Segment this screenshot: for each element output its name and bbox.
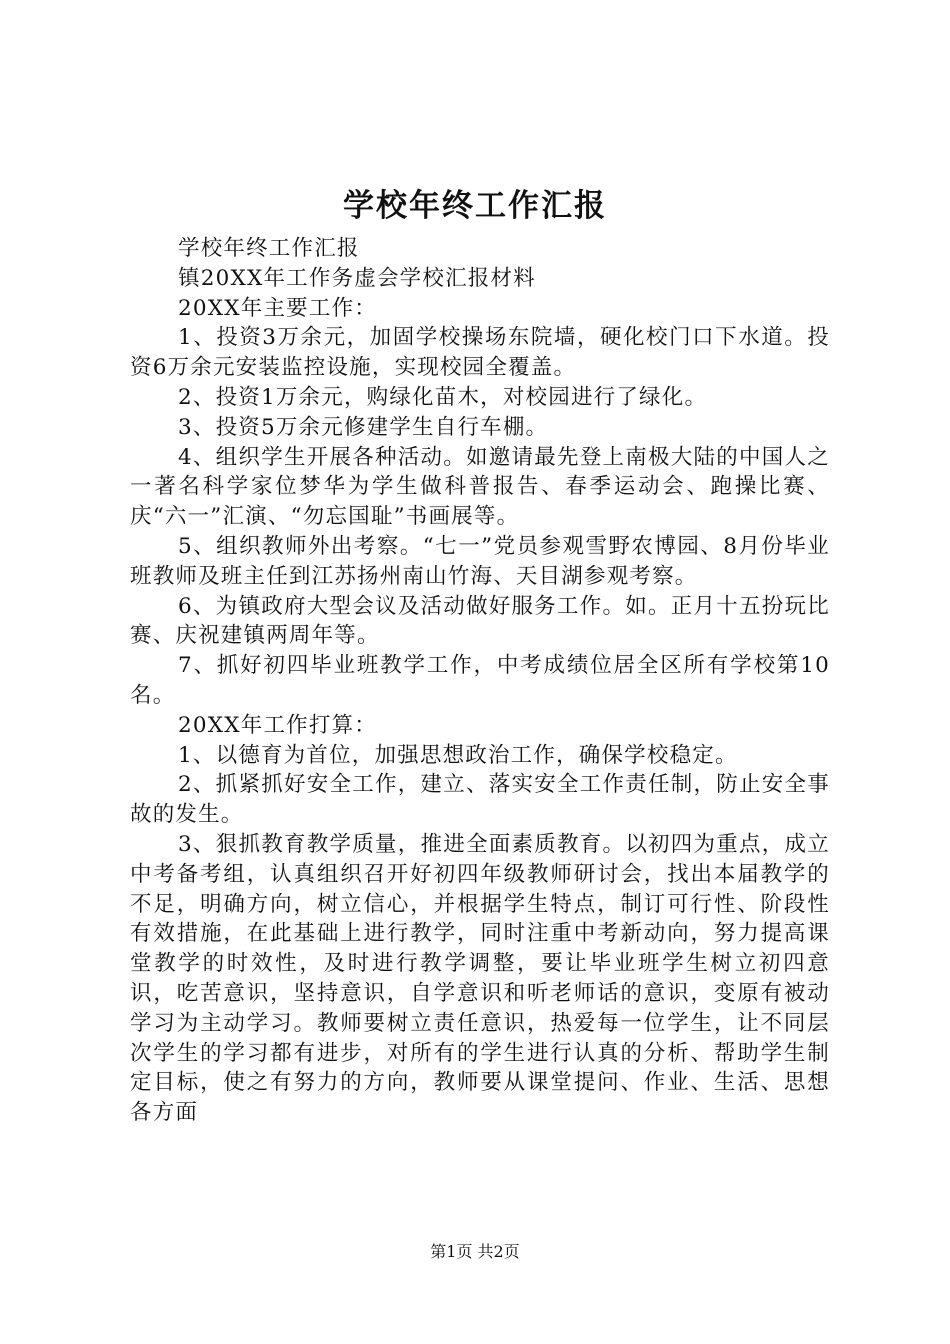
paragraph-item: 2、投资1万余元，购绿化苗木，对校园进行了绿化。 xyxy=(178,384,708,410)
document-title: 学校年终工作汇报 xyxy=(343,188,607,224)
page-number-footer: 第1页 共2页 xyxy=(430,1242,520,1261)
paragraph-item: 3、投资5万余元修建学生自行车棚。 xyxy=(178,414,549,440)
paragraph-item: 4、组织学生开展各种活动。如邀请最先登上南极大陆的中国人之一著名科学家位梦华为学生做科普报告、春季运动会、跑操比赛、庆“六一”汇演、“勿忘国耻”书画展等。 xyxy=(130,444,830,530)
document-body xyxy=(130,234,830,1128)
paragraph-item: 1、投资3万余元，加固学校操场东院墙，硬化校门口下水道。投资6万余元安装监控设施，实现校园全覆盖。 xyxy=(130,325,830,381)
paragraph-item: 3、狠抓教育教学质量，推进全面素质教育。以初四为重点，成立中考备考组，认真组织召开好初四年级教师研讨会，找出本届教学的不足，明确方向，树立信心，并根据学生特点，制订可行性、阶段性有效措施，在此基础上进行教学，同时注重中考新动向，努力提高课堂教学的时效性，及时进行教学调整，要让毕业班学生树立初四意识，吃苦意识，坚持意识，自学意识和听老师话的意识，变原有被动学习为主动学习。教师要树立责任意识，热爱每一位学生，让不同层次学生的学习都有进步，对所有的学生进行认真的分析、帮助学生制定目标，使之有努力的方向，教师要从课堂提问、作业、生活、思想各方面 xyxy=(130,831,830,1126)
paragraph-item: 2、抓紧抓好安全工作，建立、落实安全工作责任制，防止安全事故的发生。 xyxy=(130,772,830,828)
paragraph-item: 1、以德育为首位，加强思想政治工作，确保学校稳定。 xyxy=(178,742,738,768)
paragraph-item: 7、抓好初四毕业班教学工作，中考成绩位居全区所有学校第10名。 xyxy=(130,653,830,708)
paragraph-subtitle: 镇20XX年工作务虚会学校汇报材料 xyxy=(178,265,536,291)
paragraph-repeat-title: 学校年终工作汇报 xyxy=(178,236,360,261)
paragraph-item: 5、组织教师外出考察。“七一”党员参观雪野农博园、8月份毕业班教师及班主任到江苏扬州南山竹海、天目湖参观考察。 xyxy=(130,533,830,589)
section-heading-main-work: 20XX年主要工作： xyxy=(178,295,377,321)
section-heading-work-plan: 20XX年工作打算： xyxy=(178,712,377,738)
paragraph-item: 6、为镇政府大型会议及活动做好服务工作。如。正月十五扮玩比赛、庆祝建镇两周年等。 xyxy=(130,593,830,649)
